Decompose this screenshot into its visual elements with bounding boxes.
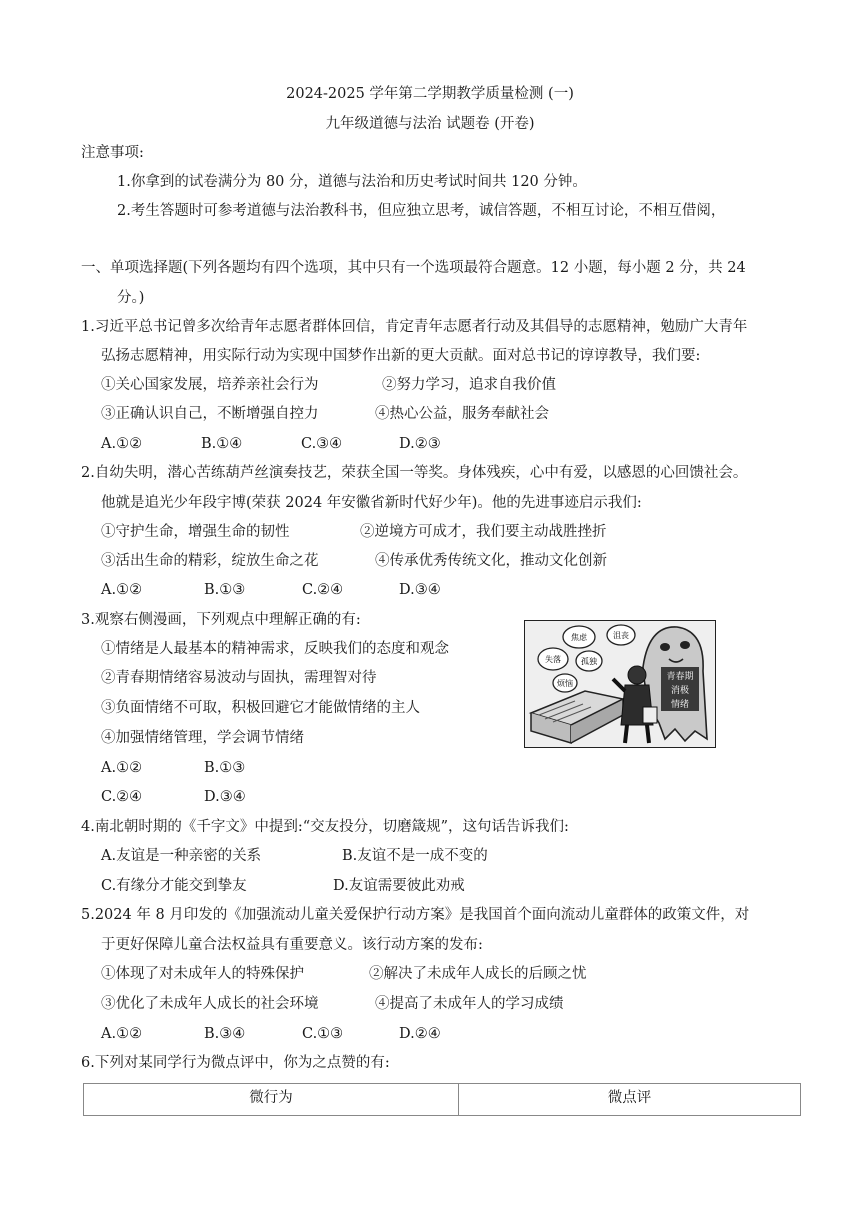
- question-stem: 于更好保障儿童合法权益具有重要意义。该行动方案的发布:: [101, 937, 483, 953]
- question-stem: 4.南北朝时期的《千字文》中提到:“交友投分，切磨箴规”，这句话告诉我们:: [81, 819, 569, 835]
- question-stem: 弘扬志愿精神，用实际行动为实现中国梦作出新的更大贡献。面对总书记的谆谆教导，我们要:: [101, 348, 701, 364]
- statement: ③负面情绪不可取，积极回避它才能做情绪的主人: [101, 700, 420, 716]
- statement: ④热心公益，服务奉献社会: [375, 406, 549, 422]
- option: B.③④: [204, 1026, 246, 1042]
- question-stem: 3.观察右侧漫画，下列观点中理解正确的有:: [81, 612, 361, 628]
- bubble-text-5: 烦恼: [557, 679, 573, 688]
- statement: ①守护生命，增强生命的韧性: [101, 524, 290, 540]
- statement: ①情绪是人最基本的精神需求，反映我们的态度和观念: [101, 641, 449, 657]
- statement: ④传承优秀传统文化，推动文化创新: [375, 553, 607, 569]
- section-heading: 一、单项选择题(下列各题均有四个选项，其中只有一个选项最符合题意。12 小题，每小题 2 分，共 24: [81, 260, 746, 276]
- option: A.①②: [101, 436, 143, 452]
- question-stem: 5.2024 年 8 月印发的《加强流动儿童关爱保护行动方案》是我国首个面向流动儿童群体的政策文件，对: [81, 907, 750, 923]
- option: B.友谊不是一成不变的: [342, 848, 488, 864]
- option: D.友谊需要彼此劝戒: [333, 878, 465, 894]
- statement: ③优化了未成年人成长的社会环境: [101, 996, 319, 1012]
- statement: ②青春期情绪容易波动与固执，需理智对待: [101, 670, 377, 686]
- option: A.①②: [101, 582, 143, 598]
- statement: ④提高了未成年人的学习成绩: [375, 996, 564, 1012]
- option: B.①③: [204, 760, 246, 776]
- option: C.有缘分才能交到挚友: [101, 878, 247, 894]
- bubble-text-2: 沮丧: [613, 631, 629, 640]
- bubble-text-4: 孤独: [581, 657, 597, 666]
- option: C.②④: [101, 789, 143, 805]
- option: A.①②: [101, 760, 143, 776]
- statement: ③正确认识自己，不断增强自控力: [101, 406, 319, 422]
- question-stem: 他就是追光少年段宇博(荣获 2024 年安徽省新时代好少年)。他的先进事迹启示我们:: [101, 495, 642, 511]
- table-header-comment: 微点评: [459, 1084, 801, 1116]
- table-header-row: [84, 1084, 801, 1116]
- option: C.③④: [301, 436, 343, 452]
- behavior-comment-table: [83, 1083, 801, 1116]
- exam-subtitle: 九年级道德与法治 试题卷 (开卷): [325, 116, 535, 132]
- ghost-text-1: 青春期: [666, 672, 694, 682]
- emotion-comic-image: [524, 620, 716, 748]
- question-stem: 1.习近平总书记曾多次给青年志愿者群体回信，肯定青年志愿者行动及其倡导的志愿精神，勉励广大青年: [81, 319, 748, 335]
- notice-label: 注意事项:: [81, 145, 144, 161]
- notice-item-2: 2.考生答题时可参考道德与法治教科书，但应独立思考，诚信答题，不相互讨论，不相互借阅，: [117, 203, 726, 219]
- exam-title: 2024-2025 学年第二学期教学质量检测 (一): [286, 86, 574, 102]
- ghost-text-2: 消极: [670, 686, 690, 696]
- option: D.②③: [399, 436, 441, 452]
- ghost-text-3: 情绪: [670, 700, 690, 710]
- option: B.①④: [201, 436, 243, 452]
- option: D.③④: [399, 582, 441, 598]
- statement: ③活出生命的精彩，绽放生命之花: [101, 553, 319, 569]
- comic-drawing: [525, 621, 715, 747]
- option: A.友谊是一种亲密的关系: [101, 848, 262, 864]
- option: C.①③: [302, 1026, 344, 1042]
- option: D.③④: [204, 789, 246, 805]
- question-stem: 2.自幼失明，潜心苦练葫芦丝演奏技艺，荣获全国一等奖。身体残疾，心中有爱，以感恩的心回馈社会。: [81, 465, 748, 481]
- table-header-behavior: 微行为: [84, 1084, 459, 1116]
- option: D.②④: [399, 1026, 441, 1042]
- statement: ②解决了未成年人成长的后顾之忧: [369, 966, 587, 982]
- statement: ②逆境方可成才，我们要主动战胜挫折: [360, 524, 607, 540]
- notice-item-1: 1.你拿到的试卷满分为 80 分，道德与法治和历史考试时间共 120 分钟。: [117, 174, 587, 190]
- bubble-text-1: 焦虑: [571, 633, 587, 642]
- statement: ①体现了对未成年人的特殊保护: [101, 966, 304, 982]
- section-heading-cont: 分。): [117, 290, 145, 306]
- bubble-text-3: 失落: [545, 655, 561, 664]
- statement: ④加强情绪管理，学会调节情绪: [101, 730, 304, 746]
- option: A.①②: [101, 1026, 143, 1042]
- option: C.②④: [302, 582, 344, 598]
- option: B.①③: [204, 582, 246, 598]
- question-stem: 6.下列对某同学行为微点评中，你为之点赞的有:: [81, 1055, 390, 1071]
- statement: ②努力学习，追求自我价值: [382, 377, 556, 393]
- statement: ①关心国家发展，培养亲社会行为: [101, 377, 319, 393]
